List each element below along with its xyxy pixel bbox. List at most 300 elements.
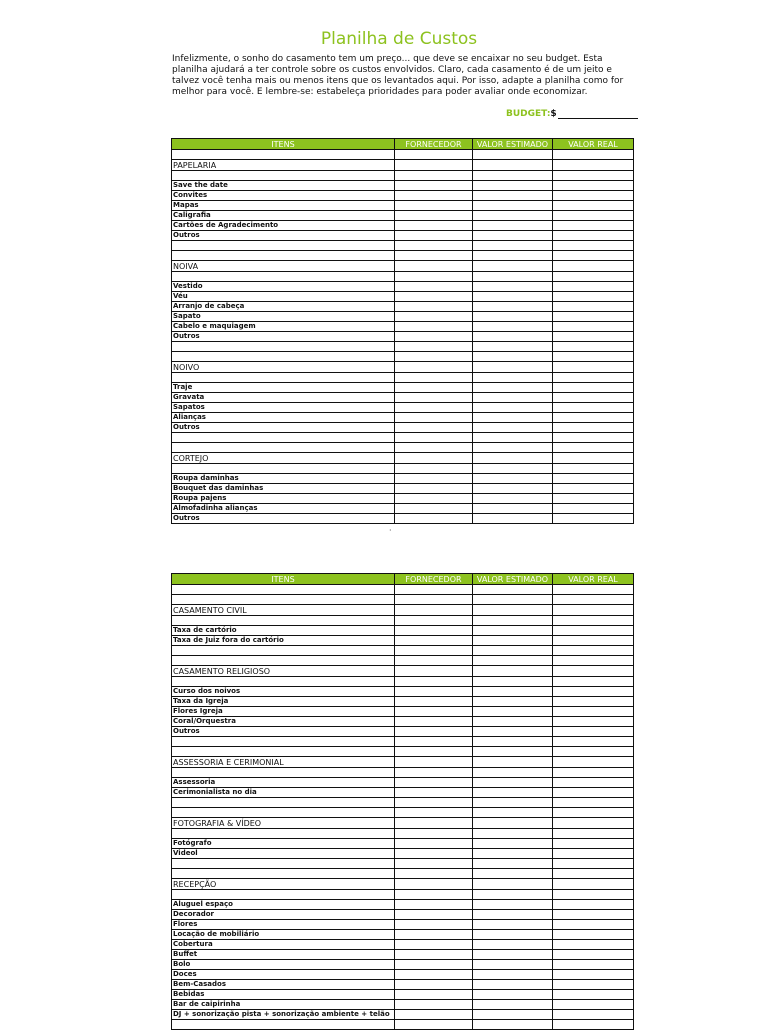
valor-estimado-cell[interactable] <box>473 798 553 808</box>
valor-real-cell[interactable] <box>553 849 634 859</box>
item-cell[interactable] <box>172 616 395 626</box>
valor-estimado-cell[interactable] <box>473 717 553 727</box>
item-cell[interactable] <box>172 241 395 251</box>
valor-estimado-cell[interactable] <box>473 687 553 697</box>
category-label[interactable]: CASAMENTO RELIGIOSO <box>172 666 395 677</box>
valor-real-cell[interactable] <box>553 737 634 747</box>
fornecedor-cell[interactable] <box>395 616 473 626</box>
valor-estimado-cell[interactable] <box>473 383 553 393</box>
category-label[interactable]: RECEPÇÃO <box>172 879 395 890</box>
valor-real-cell[interactable] <box>553 413 634 423</box>
valor-real-cell[interactable] <box>553 171 634 181</box>
category-label[interactable]: NOIVO <box>172 362 395 373</box>
valor-real-cell[interactable] <box>553 322 634 332</box>
valor-estimado-cell[interactable] <box>473 352 553 362</box>
item-cell[interactable]: Taxa da Igreja <box>172 697 395 707</box>
fornecedor-cell[interactable] <box>395 453 473 464</box>
item-cell[interactable]: Almofadinha alianças <box>172 504 395 514</box>
valor-real-cell[interactable] <box>553 403 634 413</box>
valor-real-cell[interactable] <box>553 697 634 707</box>
valor-estimado-cell[interactable] <box>473 171 553 181</box>
valor-real-cell[interactable] <box>553 514 634 524</box>
item-cell[interactable]: Alianças <box>172 413 395 423</box>
valor-real-cell[interactable] <box>553 879 634 890</box>
valor-estimado-cell[interactable] <box>473 241 553 251</box>
valor-real-cell[interactable] <box>553 443 634 453</box>
fornecedor-cell[interactable] <box>395 282 473 292</box>
fornecedor-cell[interactable] <box>395 818 473 829</box>
item-cell[interactable]: Outros <box>172 231 395 241</box>
valor-estimado-cell[interactable] <box>473 1010 553 1020</box>
item-cell[interactable]: Videol <box>172 849 395 859</box>
valor-real-cell[interactable] <box>553 970 634 980</box>
valor-estimado-cell[interactable] <box>473 514 553 524</box>
item-cell[interactable]: Decorador <box>172 910 395 920</box>
fornecedor-cell[interactable] <box>395 768 473 778</box>
valor-real-cell[interactable] <box>553 231 634 241</box>
valor-real-cell[interactable] <box>553 362 634 373</box>
fornecedor-cell[interactable] <box>395 747 473 757</box>
valor-estimado-cell[interactable] <box>473 849 553 859</box>
fornecedor-cell[interactable] <box>395 778 473 788</box>
valor-real-cell[interactable] <box>553 504 634 514</box>
valor-estimado-cell[interactable] <box>473 757 553 768</box>
item-cell[interactable]: Traje <box>172 383 395 393</box>
valor-real-cell[interactable] <box>553 423 634 433</box>
item-cell[interactable] <box>172 1020 395 1030</box>
valor-real-cell[interactable] <box>553 677 634 687</box>
item-cell[interactable]: Outros <box>172 727 395 737</box>
fornecedor-cell[interactable] <box>395 474 473 484</box>
valor-real-cell[interactable] <box>553 464 634 474</box>
item-cell[interactable]: Outros <box>172 332 395 342</box>
item-cell[interactable] <box>172 464 395 474</box>
item-cell[interactable]: Assessoria <box>172 778 395 788</box>
valor-estimado-cell[interactable] <box>473 484 553 494</box>
valor-real-cell[interactable] <box>553 910 634 920</box>
item-cell[interactable]: Bouquet das daminhas <box>172 484 395 494</box>
valor-real-cell[interactable] <box>553 980 634 990</box>
valor-estimado-cell[interactable] <box>473 312 553 322</box>
valor-estimado-cell[interactable] <box>473 393 553 403</box>
valor-real-cell[interactable] <box>553 261 634 272</box>
fornecedor-cell[interactable] <box>395 211 473 221</box>
item-cell[interactable]: Cobertura <box>172 940 395 950</box>
fornecedor-cell[interactable] <box>395 849 473 859</box>
fornecedor-cell[interactable] <box>395 413 473 423</box>
item-cell[interactable]: Bebidas <box>172 990 395 1000</box>
valor-real-cell[interactable] <box>553 494 634 504</box>
fornecedor-cell[interactable] <box>395 433 473 443</box>
fornecedor-cell[interactable] <box>395 272 473 282</box>
fornecedor-cell[interactable] <box>395 890 473 900</box>
valor-real-cell[interactable] <box>553 798 634 808</box>
fornecedor-cell[interactable] <box>395 231 473 241</box>
valor-real-cell[interactable] <box>553 302 634 312</box>
fornecedor-cell[interactable] <box>395 646 473 656</box>
fornecedor-cell[interactable] <box>395 697 473 707</box>
fornecedor-cell[interactable] <box>395 181 473 191</box>
valor-estimado-cell[interactable] <box>473 403 553 413</box>
valor-real-cell[interactable] <box>553 717 634 727</box>
valor-real-cell[interactable] <box>553 241 634 251</box>
item-cell[interactable]: Outros <box>172 514 395 524</box>
fornecedor-cell[interactable] <box>395 859 473 869</box>
valor-estimado-cell[interactable] <box>473 342 553 352</box>
valor-real-cell[interactable] <box>553 616 634 626</box>
item-cell[interactable]: Save the date <box>172 181 395 191</box>
valor-estimado-cell[interactable] <box>473 585 553 595</box>
valor-real-cell[interactable] <box>553 433 634 443</box>
item-cell[interactable] <box>172 768 395 778</box>
item-cell[interactable]: Taxa de Juiz fora do cartório <box>172 636 395 646</box>
valor-real-cell[interactable] <box>553 869 634 879</box>
valor-estimado-cell[interactable] <box>473 839 553 849</box>
valor-estimado-cell[interactable] <box>473 980 553 990</box>
valor-estimado-cell[interactable] <box>473 191 553 201</box>
valor-real-cell[interactable] <box>553 930 634 940</box>
fornecedor-cell[interactable] <box>395 393 473 403</box>
item-cell[interactable]: Cartões de Agradecimento <box>172 221 395 231</box>
item-cell[interactable]: Cabelo e maquiagem <box>172 322 395 332</box>
fornecedor-cell[interactable] <box>395 839 473 849</box>
valor-estimado-cell[interactable] <box>473 727 553 737</box>
category-label[interactable]: FOTOGRAFIA & VÍDEO <box>172 818 395 829</box>
valor-real-cell[interactable] <box>553 393 634 403</box>
item-cell[interactable]: Arranjo de cabeça <box>172 302 395 312</box>
item-cell[interactable] <box>172 646 395 656</box>
valor-real-cell[interactable] <box>553 352 634 362</box>
valor-estimado-cell[interactable] <box>473 160 553 171</box>
valor-estimado-cell[interactable] <box>473 595 553 605</box>
valor-real-cell[interactable] <box>553 920 634 930</box>
fornecedor-cell[interactable] <box>395 727 473 737</box>
valor-real-cell[interactable] <box>553 150 634 160</box>
valor-real-cell[interactable] <box>553 373 634 383</box>
valor-real-cell[interactable] <box>553 160 634 171</box>
valor-real-cell[interactable] <box>553 788 634 798</box>
valor-real-cell[interactable] <box>553 656 634 666</box>
fornecedor-cell[interactable] <box>395 191 473 201</box>
item-cell[interactable] <box>172 677 395 687</box>
item-cell[interactable]: Fotógrafo <box>172 839 395 849</box>
fornecedor-cell[interactable] <box>395 1020 473 1030</box>
fornecedor-cell[interactable] <box>395 241 473 251</box>
valor-estimado-cell[interactable] <box>473 697 553 707</box>
item-cell[interactable] <box>172 171 395 181</box>
valor-estimado-cell[interactable] <box>473 211 553 221</box>
valor-real-cell[interactable] <box>553 818 634 829</box>
valor-real-cell[interactable] <box>553 950 634 960</box>
fornecedor-cell[interactable] <box>395 910 473 920</box>
valor-real-cell[interactable] <box>553 707 634 717</box>
fornecedor-cell[interactable] <box>395 383 473 393</box>
fornecedor-cell[interactable] <box>395 150 473 160</box>
valor-estimado-cell[interactable] <box>473 261 553 272</box>
fornecedor-cell[interactable] <box>395 443 473 453</box>
valor-estimado-cell[interactable] <box>473 322 553 332</box>
valor-real-cell[interactable] <box>553 292 634 302</box>
valor-real-cell[interactable] <box>553 778 634 788</box>
fornecedor-cell[interactable] <box>395 707 473 717</box>
valor-estimado-cell[interactable] <box>473 181 553 191</box>
valor-estimado-cell[interactable] <box>473 829 553 839</box>
item-cell[interactable] <box>172 585 395 595</box>
fornecedor-cell[interactable] <box>395 514 473 524</box>
valor-real-cell[interactable] <box>553 221 634 231</box>
valor-estimado-cell[interactable] <box>473 413 553 423</box>
fornecedor-cell[interactable] <box>395 1010 473 1020</box>
item-cell[interactable]: Flores <box>172 920 395 930</box>
valor-estimado-cell[interactable] <box>473 879 553 890</box>
valor-real-cell[interactable] <box>553 626 634 636</box>
valor-estimado-cell[interactable] <box>473 464 553 474</box>
category-label[interactable]: ASSESSORIA E CERIMONIAL <box>172 757 395 768</box>
valor-estimado-cell[interactable] <box>473 818 553 829</box>
item-cell[interactable]: Aluguel espaço <box>172 900 395 910</box>
item-cell[interactable] <box>172 656 395 666</box>
fornecedor-cell[interactable] <box>395 595 473 605</box>
item-cell[interactable]: Gravata <box>172 393 395 403</box>
item-cell[interactable] <box>172 272 395 282</box>
item-cell[interactable]: Sapato <box>172 312 395 322</box>
fornecedor-cell[interactable] <box>395 494 473 504</box>
item-cell[interactable] <box>172 859 395 869</box>
valor-estimado-cell[interactable] <box>473 494 553 504</box>
valor-estimado-cell[interactable] <box>473 423 553 433</box>
fornecedor-cell[interactable] <box>395 585 473 595</box>
valor-estimado-cell[interactable] <box>473 302 553 312</box>
valor-estimado-cell[interactable] <box>473 433 553 443</box>
fornecedor-cell[interactable] <box>395 808 473 818</box>
item-cell[interactable]: Buffet <box>172 950 395 960</box>
valor-real-cell[interactable] <box>553 808 634 818</box>
valor-estimado-cell[interactable] <box>473 646 553 656</box>
valor-real-cell[interactable] <box>553 757 634 768</box>
valor-real-cell[interactable] <box>553 191 634 201</box>
fornecedor-cell[interactable] <box>395 312 473 322</box>
valor-real-cell[interactable] <box>553 181 634 191</box>
valor-estimado-cell[interactable] <box>473 930 553 940</box>
valor-real-cell[interactable] <box>553 272 634 282</box>
valor-estimado-cell[interactable] <box>473 636 553 646</box>
valor-estimado-cell[interactable] <box>473 221 553 231</box>
valor-estimado-cell[interactable] <box>473 737 553 747</box>
valor-real-cell[interactable] <box>553 960 634 970</box>
valor-estimado-cell[interactable] <box>473 940 553 950</box>
fornecedor-cell[interactable] <box>395 737 473 747</box>
valor-real-cell[interactable] <box>553 453 634 464</box>
budget-input-line[interactable] <box>558 108 638 119</box>
item-cell[interactable]: Cerimonialista no dia <box>172 788 395 798</box>
item-cell[interactable]: Bem-Casados <box>172 980 395 990</box>
valor-real-cell[interactable] <box>553 646 634 656</box>
item-cell[interactable] <box>172 890 395 900</box>
fornecedor-cell[interactable] <box>395 930 473 940</box>
item-cell[interactable] <box>172 798 395 808</box>
fornecedor-cell[interactable] <box>395 484 473 494</box>
item-cell[interactable] <box>172 373 395 383</box>
valor-estimado-cell[interactable] <box>473 890 553 900</box>
valor-estimado-cell[interactable] <box>473 443 553 453</box>
valor-real-cell[interactable] <box>553 1010 634 1020</box>
fornecedor-cell[interactable] <box>395 1000 473 1010</box>
fornecedor-cell[interactable] <box>395 636 473 646</box>
item-cell[interactable]: Mapas <box>172 201 395 211</box>
item-cell[interactable] <box>172 737 395 747</box>
valor-real-cell[interactable] <box>553 839 634 849</box>
valor-real-cell[interactable] <box>553 636 634 646</box>
item-cell[interactable] <box>172 433 395 443</box>
valor-estimado-cell[interactable] <box>473 1020 553 1030</box>
valor-estimado-cell[interactable] <box>473 666 553 677</box>
item-cell[interactable]: Locação de mobiliário <box>172 930 395 940</box>
fornecedor-cell[interactable] <box>395 970 473 980</box>
valor-estimado-cell[interactable] <box>473 231 553 241</box>
valor-estimado-cell[interactable] <box>473 1000 553 1010</box>
item-cell[interactable] <box>172 829 395 839</box>
fornecedor-cell[interactable] <box>395 332 473 342</box>
fornecedor-cell[interactable] <box>395 261 473 272</box>
valor-estimado-cell[interactable] <box>473 869 553 879</box>
item-cell[interactable]: Taxa de cartório <box>172 626 395 636</box>
valor-estimado-cell[interactable] <box>473 453 553 464</box>
valor-estimado-cell[interactable] <box>473 910 553 920</box>
fornecedor-cell[interactable] <box>395 900 473 910</box>
fornecedor-cell[interactable] <box>395 362 473 373</box>
category-label[interactable]: PAPELARIA <box>172 160 395 171</box>
item-cell[interactable]: Bar de caipirinha <box>172 1000 395 1010</box>
valor-real-cell[interactable] <box>553 595 634 605</box>
fornecedor-cell[interactable] <box>395 342 473 352</box>
valor-real-cell[interactable] <box>553 383 634 393</box>
valor-estimado-cell[interactable] <box>473 616 553 626</box>
valor-estimado-cell[interactable] <box>473 373 553 383</box>
fornecedor-cell[interactable] <box>395 960 473 970</box>
valor-estimado-cell[interactable] <box>473 788 553 798</box>
valor-estimado-cell[interactable] <box>473 474 553 484</box>
fornecedor-cell[interactable] <box>395 373 473 383</box>
item-cell[interactable] <box>172 342 395 352</box>
valor-estimado-cell[interactable] <box>473 970 553 980</box>
valor-estimado-cell[interactable] <box>473 150 553 160</box>
item-cell[interactable]: Coral/Orquestra <box>172 717 395 727</box>
valor-estimado-cell[interactable] <box>473 504 553 514</box>
valor-real-cell[interactable] <box>553 900 634 910</box>
valor-estimado-cell[interactable] <box>473 747 553 757</box>
valor-real-cell[interactable] <box>553 666 634 677</box>
valor-estimado-cell[interactable] <box>473 950 553 960</box>
fornecedor-cell[interactable] <box>395 171 473 181</box>
item-cell[interactable] <box>172 595 395 605</box>
fornecedor-cell[interactable] <box>395 798 473 808</box>
item-cell[interactable] <box>172 150 395 160</box>
fornecedor-cell[interactable] <box>395 403 473 413</box>
item-cell[interactable]: Roupa pajens <box>172 494 395 504</box>
valor-estimado-cell[interactable] <box>473 201 553 211</box>
valor-real-cell[interactable] <box>553 211 634 221</box>
item-cell[interactable] <box>172 251 395 261</box>
item-cell[interactable]: Curso dos noivos <box>172 687 395 697</box>
valor-real-cell[interactable] <box>553 605 634 616</box>
valor-estimado-cell[interactable] <box>473 656 553 666</box>
valor-estimado-cell[interactable] <box>473 362 553 373</box>
fornecedor-cell[interactable] <box>395 920 473 930</box>
fornecedor-cell[interactable] <box>395 352 473 362</box>
valor-estimado-cell[interactable] <box>473 677 553 687</box>
valor-estimado-cell[interactable] <box>473 332 553 342</box>
item-cell[interactable]: Vestido <box>172 282 395 292</box>
category-label[interactable]: CASAMENTO CIVIL <box>172 605 395 616</box>
valor-real-cell[interactable] <box>553 859 634 869</box>
valor-real-cell[interactable] <box>553 251 634 261</box>
fornecedor-cell[interactable] <box>395 292 473 302</box>
fornecedor-cell[interactable] <box>395 626 473 636</box>
item-cell[interactable]: Flores Igreja <box>172 707 395 717</box>
valor-real-cell[interactable] <box>553 1000 634 1010</box>
valor-estimado-cell[interactable] <box>473 626 553 636</box>
item-cell[interactable]: Doces <box>172 970 395 980</box>
valor-real-cell[interactable] <box>553 747 634 757</box>
fornecedor-cell[interactable] <box>395 504 473 514</box>
valor-estimado-cell[interactable] <box>473 859 553 869</box>
fornecedor-cell[interactable] <box>395 423 473 433</box>
item-cell[interactable]: Sapatos <box>172 403 395 413</box>
category-label[interactable]: NOIVA <box>172 261 395 272</box>
item-cell[interactable]: DJ + sonorização pista + sonorização ambiente + telão <box>172 1010 395 1020</box>
valor-real-cell[interactable] <box>553 332 634 342</box>
fornecedor-cell[interactable] <box>395 160 473 171</box>
category-label[interactable]: CORTEJO <box>172 453 395 464</box>
item-cell[interactable] <box>172 747 395 757</box>
valor-estimado-cell[interactable] <box>473 778 553 788</box>
valor-estimado-cell[interactable] <box>473 605 553 616</box>
valor-real-cell[interactable] <box>553 474 634 484</box>
fornecedor-cell[interactable] <box>395 980 473 990</box>
item-cell[interactable]: Bolo <box>172 960 395 970</box>
valor-real-cell[interactable] <box>553 890 634 900</box>
fornecedor-cell[interactable] <box>395 605 473 616</box>
fornecedor-cell[interactable] <box>395 201 473 211</box>
valor-real-cell[interactable] <box>553 585 634 595</box>
valor-real-cell[interactable] <box>553 768 634 778</box>
item-cell[interactable]: Convites <box>172 191 395 201</box>
valor-real-cell[interactable] <box>553 312 634 322</box>
fornecedor-cell[interactable] <box>395 940 473 950</box>
valor-estimado-cell[interactable] <box>473 768 553 778</box>
valor-real-cell[interactable] <box>553 282 634 292</box>
valor-estimado-cell[interactable] <box>473 900 553 910</box>
valor-real-cell[interactable] <box>553 829 634 839</box>
valor-real-cell[interactable] <box>553 727 634 737</box>
item-cell[interactable] <box>172 352 395 362</box>
valor-real-cell[interactable] <box>553 687 634 697</box>
item-cell[interactable] <box>172 869 395 879</box>
fornecedor-cell[interactable] <box>395 666 473 677</box>
valor-real-cell[interactable] <box>553 1020 634 1030</box>
valor-real-cell[interactable] <box>553 990 634 1000</box>
fornecedor-cell[interactable] <box>395 950 473 960</box>
fornecedor-cell[interactable] <box>395 879 473 890</box>
fornecedor-cell[interactable] <box>395 464 473 474</box>
valor-estimado-cell[interactable] <box>473 251 553 261</box>
fornecedor-cell[interactable] <box>395 221 473 231</box>
fornecedor-cell[interactable] <box>395 322 473 332</box>
fornecedor-cell[interactable] <box>395 656 473 666</box>
item-cell[interactable]: Véu <box>172 292 395 302</box>
fornecedor-cell[interactable] <box>395 869 473 879</box>
item-cell[interactable]: Roupa daminhas <box>172 474 395 484</box>
